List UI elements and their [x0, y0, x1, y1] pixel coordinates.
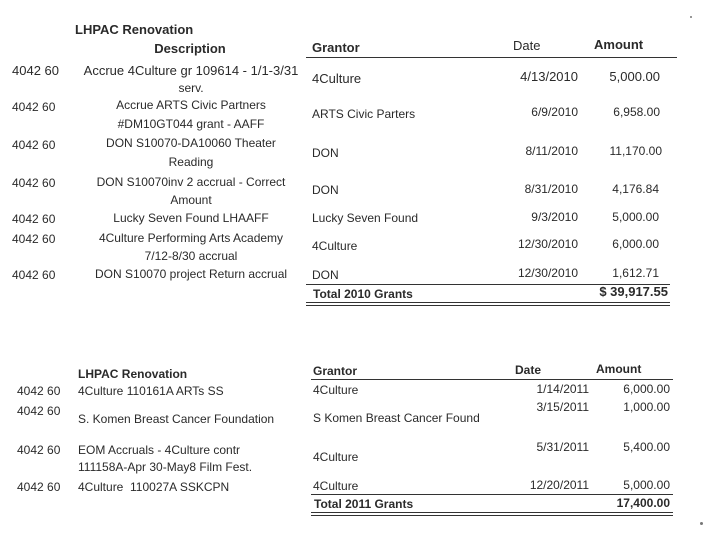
- row-account: 4042 60: [17, 443, 61, 457]
- row-description-line: #DM10GT044 grant - AAFF: [117, 117, 265, 131]
- row-amount: 5,000.00: [612, 210, 659, 224]
- row-grantor: ARTS Civic Parters: [312, 107, 416, 121]
- row-date: 3/15/2011: [536, 400, 589, 414]
- row-account: 4042 60: [17, 404, 61, 418]
- header-date: Date: [513, 38, 541, 53]
- row-description-line: DON S10070 project Return accrual: [94, 267, 288, 281]
- row-description-line: serv.: [178, 81, 204, 95]
- row-description-line: Lucky Seven Found LHAAFF: [113, 211, 269, 225]
- row-amount: 6,958.00: [613, 105, 660, 119]
- header-amount: Amount: [594, 37, 644, 52]
- row-date: 8/31/2010: [524, 182, 578, 196]
- scan-speck: [700, 522, 703, 525]
- row-amount: 5,000.00: [609, 69, 660, 84]
- row-account: 4042 60: [12, 232, 56, 246]
- row-account: 4042 60: [12, 100, 56, 114]
- total-label-2010: Total 2010 Grants: [313, 287, 413, 301]
- row-description-line: EOM Accruals - 4Culture contr: [78, 443, 241, 457]
- section-title-2011: LHPAC Renovation: [78, 367, 188, 381]
- row-amount: 6,000.00: [623, 382, 670, 396]
- row-date: 8/11/2010: [525, 144, 578, 158]
- row-amount: 6,000.00: [612, 237, 659, 251]
- row-date: 5/31/2011: [536, 440, 589, 454]
- row-description-line: DON S10070-DA10060 Theater: [106, 136, 276, 150]
- row-grantor: DON: [312, 183, 339, 197]
- header-rule-2011: [311, 379, 673, 380]
- row-description-line: 4Culture 110161A ARTs SS: [78, 384, 224, 398]
- total-double-underline-2011: [311, 515, 673, 516]
- row-account: 4042 60: [12, 176, 56, 190]
- row-grantor: Lucky Seven Found: [312, 211, 419, 225]
- total-rule-2011: [311, 494, 673, 495]
- row-amount: 11,170.00: [609, 144, 662, 158]
- row-amount: 1,612.71: [612, 266, 659, 280]
- row-description-line: Accrue ARTS Civic Partners: [116, 98, 266, 112]
- row-date: 12/20/2011: [529, 478, 589, 492]
- row-description-line: 4Culture 110027A SSKCPN: [78, 480, 230, 494]
- total-double-underline-2010: [306, 305, 670, 306]
- row-grantor: S Komen Breast Cancer Found: [313, 411, 480, 425]
- row-account: 4042 60: [12, 63, 59, 78]
- section-title-2010: LHPAC Renovation: [75, 22, 194, 37]
- total-underline-2010: [306, 302, 670, 303]
- header-grantor-2011: Grantor: [313, 364, 358, 378]
- row-grantor: 4Culture: [312, 71, 362, 86]
- row-description-line: 7/12-8/30 accrual: [144, 249, 238, 263]
- header-amount-2011: Amount: [596, 362, 642, 376]
- row-description-line: Accrue 4Culture gr 109614 - 1/1-3/31: [83, 63, 299, 78]
- row-description-line: DON S10070inv 2 accrual - Correct: [96, 175, 286, 189]
- row-amount: 1,000.00: [623, 400, 670, 414]
- row-description-line: Amount: [170, 193, 212, 207]
- row-date: 6/9/2010: [531, 105, 578, 119]
- row-description-line: Reading: [168, 155, 214, 169]
- row-grantor: DON: [312, 146, 339, 160]
- header-rule-2010: [306, 57, 677, 58]
- total-label-2011: Total 2011 Grants: [314, 497, 414, 511]
- row-description-line: 4Culture Performing Arts Academy: [98, 231, 284, 245]
- row-grantor: 4Culture: [313, 479, 359, 493]
- row-grantor: 4Culture: [313, 383, 359, 397]
- scan-speck: [690, 16, 692, 18]
- row-grantor: 4Culture: [313, 450, 359, 464]
- row-date: 12/30/2010: [517, 237, 578, 251]
- row-grantor: DON: [312, 268, 339, 282]
- row-amount: 5,400.00: [623, 440, 670, 454]
- row-grantor: 4Culture: [312, 239, 358, 253]
- total-underline-2011: [311, 512, 673, 513]
- row-description-line: 111158A-Apr 30-May8 Film Fest.: [78, 460, 253, 474]
- row-date: 9/3/2010: [531, 210, 578, 224]
- total-amount-2010: $ 39,917.55: [599, 284, 668, 299]
- row-date: 4/13/2010: [520, 69, 578, 84]
- header-grantor: Grantor: [312, 40, 360, 55]
- row-amount: 4,176.84: [612, 182, 659, 196]
- row-date: 1/14/2011: [536, 382, 589, 396]
- row-account: 4042 60: [17, 384, 61, 398]
- header-description: Description: [154, 41, 226, 56]
- row-account: 4042 60: [12, 138, 56, 152]
- total-amount-2011: 17,400.00: [616, 496, 670, 510]
- row-date: 12/30/2010: [517, 266, 578, 280]
- row-amount: 5,000.00: [623, 478, 670, 492]
- header-date-2011: Date: [515, 363, 542, 377]
- row-description-line: S. Komen Breast Cancer Foundation: [78, 412, 275, 426]
- row-account: 4042 60: [12, 212, 56, 226]
- row-account: 4042 60: [17, 480, 61, 494]
- row-account: 4042 60: [12, 268, 56, 282]
